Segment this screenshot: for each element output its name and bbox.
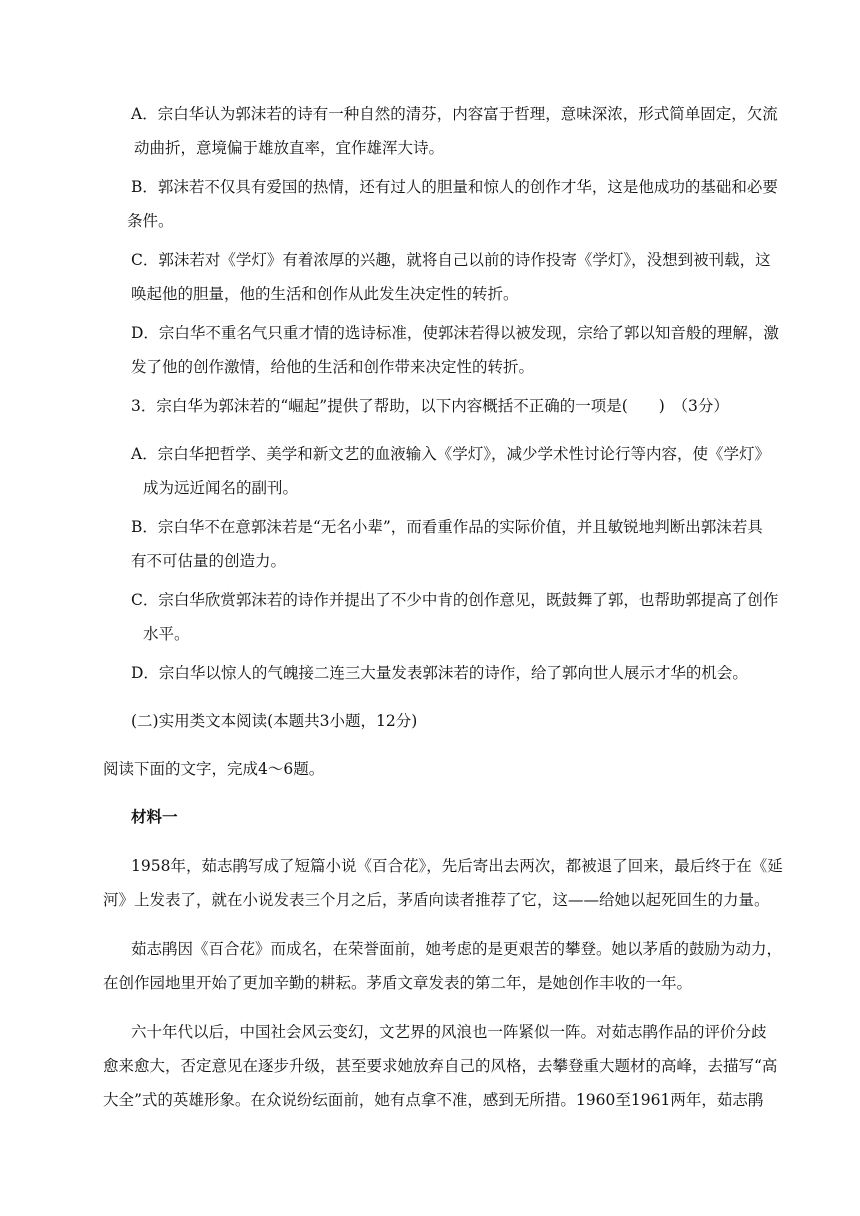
text-line: D．宗白华以惊人的气魄接二连三大量发表郭沫若的诗作，给了郭向世人展示才华的机会。: [131, 664, 748, 682]
text-line: 成为远近闻名的副刊。: [143, 479, 299, 497]
q3-option-c: [131, 583, 778, 651]
text-line: 水平。: [143, 625, 190, 643]
paragraph-1: [103, 849, 783, 917]
text-line: 唤起他的胆量，他的生活和创作从此发生决定性的转折。: [131, 285, 519, 303]
text-line: 愈来愈大，否定意见在逐步升级，甚至要求她放弃自己的风格，去攀登重大题材的高峰，去描写“高: [103, 1057, 778, 1075]
q2-option-d: [131, 316, 779, 384]
text-line: 在创作园地里开始了更加辛勤的耕耘。茅盾文章发表的第二年，是她创作丰收的一年。: [103, 974, 693, 992]
reading-instruction: [103, 752, 324, 786]
q3-option-d: [131, 656, 748, 690]
text-line: 动曲折，意境偏于雄放直率，宜作雄浑大诗。: [134, 139, 445, 157]
text-line: 河》上发表了，就在小说发表三个月之后，茅盾向读者推荐了它，这——给她以起死回生的力量。: [103, 891, 770, 909]
text-line: 六十年代以后，中国社会风云变幻，文艺界的风浪也一阵紧似一阵。对茹志鹃作品的评价分歧: [131, 1023, 767, 1041]
text-line: D．宗白华不重名气只重才情的选诗标准，使郭沫若得以被发现，宗给了郭以知音般的理解，激: [131, 324, 779, 342]
q2-option-b: [127, 170, 778, 238]
material-title: [131, 800, 178, 834]
paragraph-3: [103, 1015, 777, 1117]
text-line: 阅读下面的文字，完成4～6题。: [103, 760, 325, 778]
q3-option-a: [131, 437, 770, 505]
text-line: C．郭沫若对《学灯》有着浓厚的兴趣，就将自己以前的诗作投寄《学灯》，没想到被刊载，这: [131, 251, 771, 269]
section-heading: [131, 704, 417, 738]
q2-option-c: [131, 243, 771, 311]
q3-stem: [131, 389, 729, 423]
text-line: 大全”式的英雄形象。在众说纷纭面前，她有点拿不准，感到无所措。1960至1961两年，茹志鹃: [103, 1091, 764, 1109]
text-line: (二)实用类文本阅读(本题共3小题，12分): [131, 712, 418, 730]
text-line: 材料一: [131, 807, 178, 826]
text-line: C．宗白华欣赏郭沫若的诗作并提出了不少中肯的创作意见，既鼓舞了郭，也帮助郭提高了创作: [131, 591, 779, 609]
q3-option-b: [131, 510, 763, 578]
text-line: A．宗白华把哲学、美学和新文艺的血液输入《学灯》，减少学术性讨论行等内容，使《学灯》: [131, 445, 770, 463]
text-line: B．郭沫若不仅具有爱国的热情，还有过人的胆量和惊人的创作才华，这是他成功的基础和必要: [131, 178, 778, 196]
paragraph-2: [103, 932, 782, 1000]
text-line: 茹志鹃因《百合花》而成名，在荣誉面前，她考虑的是更艰苦的攀登。她以茅盾的鼓励为动力，: [131, 940, 783, 958]
text-line: 3．宗白华为郭沫若的“崛起”提供了帮助，以下内容概括不正确的一项是( ) （3分）: [131, 397, 729, 415]
text-line: 发了他的创作激情，给他的生活和创作带来决定性的转折。: [131, 358, 535, 376]
q2-option-a: [131, 97, 778, 165]
text-line: 有不可估量的创造力。: [131, 552, 287, 570]
text-line: A．宗白华认为郭沫若的诗有一种自然的清芬，内容富于哲理，意味深浓，形式简单固定，欠流: [131, 105, 778, 123]
text-line: 条件。: [127, 212, 174, 230]
text-line: 1958年，茹志鹃写成了短篇小说《百合花》，先后寄出去两次，都被退了回来，最后终于在《延: [131, 857, 783, 875]
text-line: B．宗白华不在意郭沫若是“无名小辈”，而看重作品的实际价值，并且敏锐地判断出郭沫若具: [131, 518, 763, 536]
